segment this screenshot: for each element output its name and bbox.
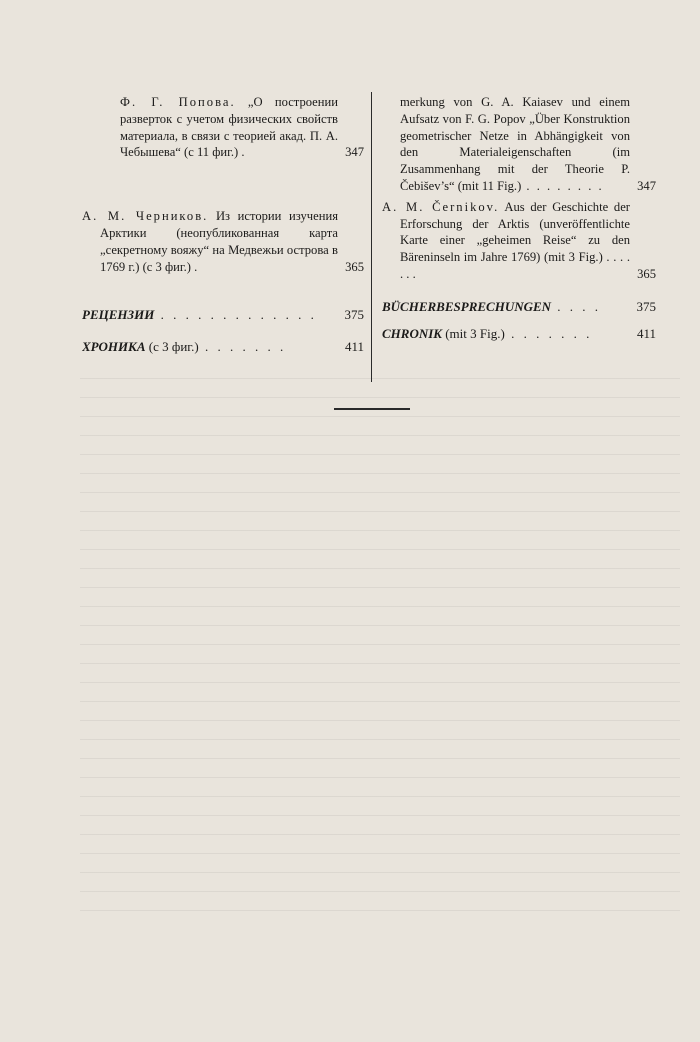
toc-entry-popov-de: [382, 94, 656, 195]
toc-entry-title: Из истории изучения Арктики (неопубликованная карта „секретному вояжу“ на Медвежьи острова в 1769 г.) (с 3 фиг.) .: [100, 209, 338, 274]
toc-entry-title: „О построении разверток с учетом физических свойств материала, в связи с теорией акад. П. А. Чебышева“ (с 11 фиг.) .: [120, 95, 338, 160]
leader-dots: . . . . . . .: [504, 325, 593, 341]
column-divider: [371, 92, 372, 382]
bleed-through-texture: [80, 360, 680, 920]
section-title: ХРОНИКА: [82, 339, 146, 355]
toc-page-number: 365: [345, 259, 364, 274]
toc-page-number: 365: [637, 266, 656, 281]
toc-section-chronicle-ru: [82, 338, 364, 356]
toc-entry-text: [120, 94, 364, 161]
toc-page-number: 347: [345, 145, 364, 160]
toc-entry-author: A. M. Černikov.: [382, 199, 500, 214]
section-separator-rule: [334, 408, 410, 410]
section-title: CHRONIK: [382, 325, 442, 341]
toc-entry-text: [400, 94, 656, 195]
toc-entry-text: [382, 199, 656, 283]
toc-entry-popova-ru: [82, 94, 364, 161]
leader-dots: . . . .: [551, 298, 602, 314]
toc-section-chronicle-de: [382, 325, 656, 343]
toc-entry-title: Aus der Geschichte der Erforschung der Arktis (unveröffentlichte Karte einer „geheimen Reise“ zu den Bäreninseln im Jahre 1769) (mit 3 Fig.) . . . . . . .: [400, 199, 630, 281]
toc-page-number: 375: [341, 306, 365, 324]
toc-column-russian: [82, 94, 364, 356]
section-suffix: (mit 3 Fig.): [441, 325, 505, 341]
toc-section-reviews-ru: [82, 306, 364, 324]
toc-page-number: 375: [633, 298, 657, 316]
toc-entry-author: Ф. Г. Попова.: [120, 95, 236, 109]
toc-page-number: 347: [637, 178, 656, 193]
section-title: BÜCHERBESPRECHUNGEN: [382, 298, 552, 314]
toc-page-number: 411: [633, 325, 656, 343]
leader-dots: . . . . . . . .: [521, 178, 604, 193]
toc-entry-title: merkung von G. A. Kaiasev und einem Aufsatz von F. G. Popov „Über Konstruktion geometrischer Netze in Abhängigkeit von den Materialeigenschaften (im Zusammenhang mit der Theorie P. Čebišev’s“ (mit 11 Fig.): [400, 95, 630, 193]
toc-entry-text: [82, 208, 364, 275]
toc-entry-cernikov-de: [382, 199, 656, 283]
toc-section-reviews-de: [382, 298, 656, 316]
toc-entry-chernikov-ru: [82, 208, 364, 275]
leader-dots: . . . . . . .: [198, 339, 287, 355]
toc-entry-author: А. М. Черников.: [82, 209, 209, 224]
section-title: РЕЦЕНЗИИ: [82, 307, 155, 323]
leader-dots: . . . . . . . . . . . . .: [154, 307, 317, 323]
toc-column-german: [382, 94, 656, 343]
section-suffix: (с 3 фиг.): [145, 339, 199, 355]
toc-page-number: 411: [341, 338, 364, 356]
